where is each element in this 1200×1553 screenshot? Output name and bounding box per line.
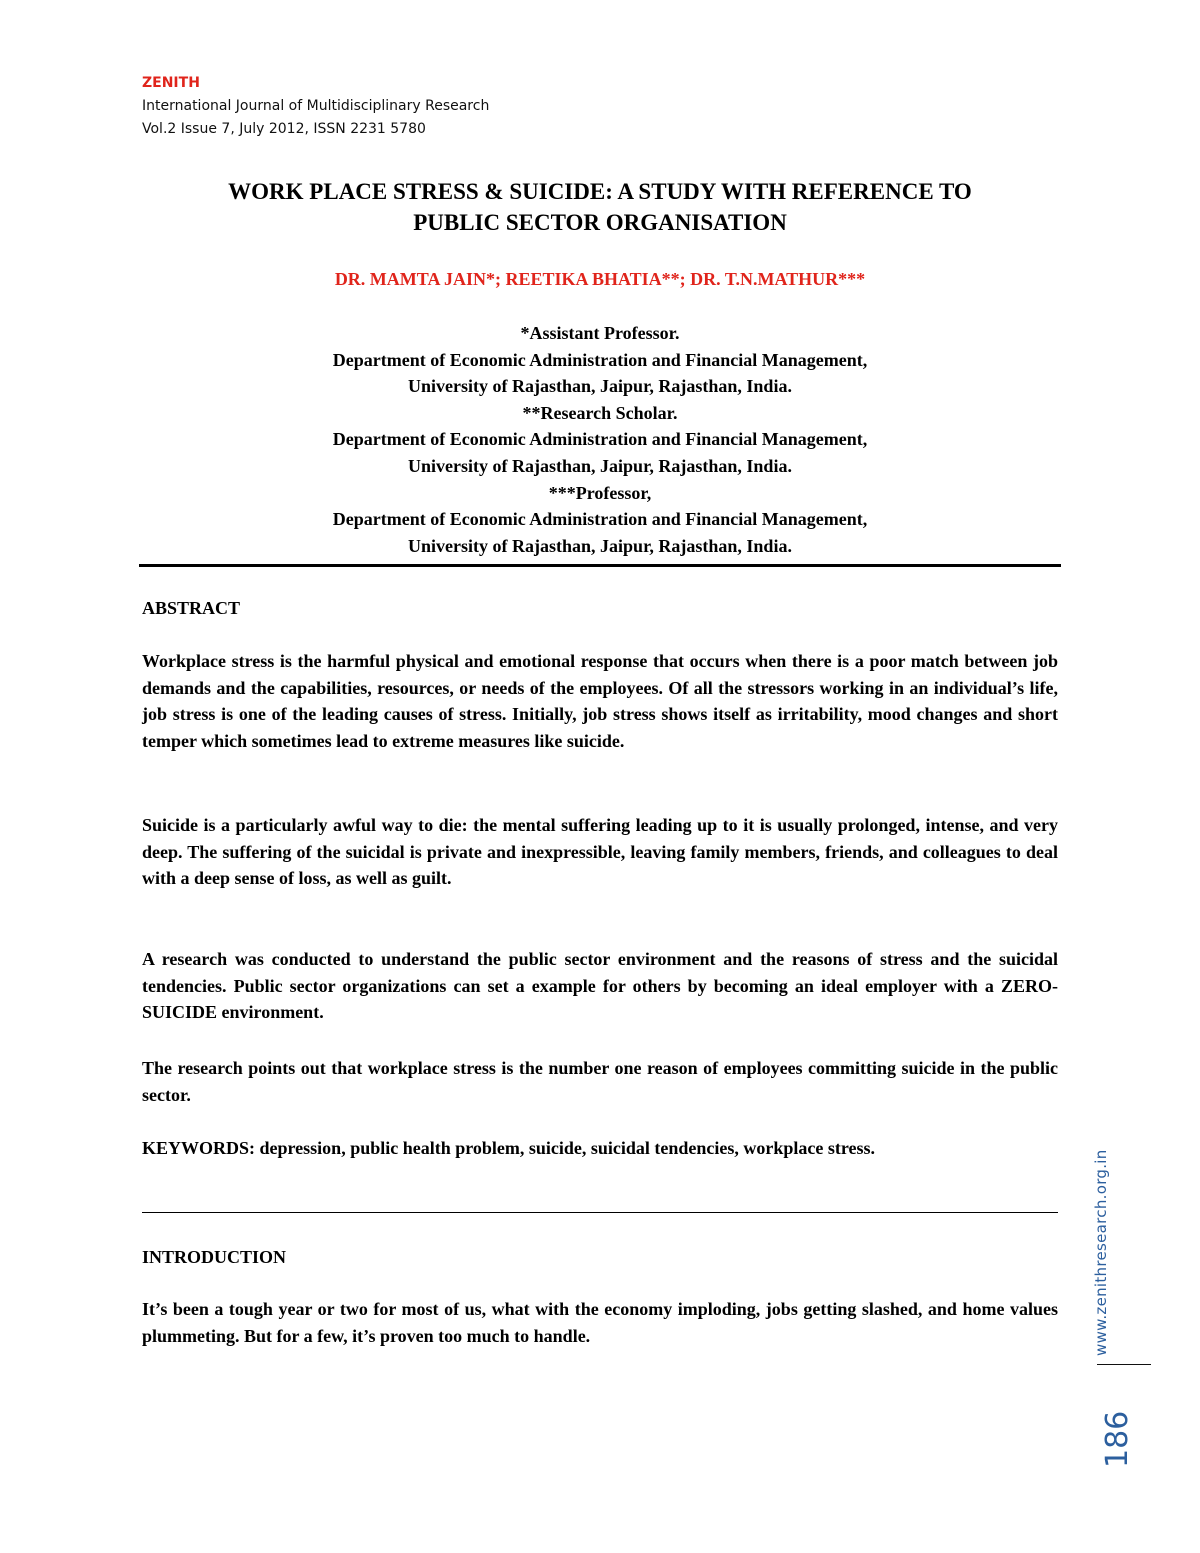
- keywords: KEYWORDS: depression, public health problem, suicide, suicidal tendencies, workplace stress.: [142, 1138, 876, 1158]
- introduction-heading: INTRODUCTION: [142, 1247, 287, 1267]
- abstract-paragraph-4: The research points out that workplace stress is the number one reason of employees committing suicide in the public sector.: [142, 1058, 1058, 1105]
- page-number: 186: [1100, 1410, 1135, 1468]
- authors: DR. MAMTA JAIN*; REETIKA BHATIA**; DR. T.N.MATHUR***: [334, 269, 866, 289]
- paper-title-line-2: PUBLIC SECTOR ORGANISATION: [413, 210, 787, 235]
- abstract-paragraph-3: A research was conducted to understand the public sector environment and the reasons of stress and the suicidal tendencies. Public sector organizations can set a example for others by becoming an ideal employer with a ZERO-SUICIDE environment.: [142, 949, 1058, 1022]
- journal-full-title: International Journal of Multidisciplinary Research: [142, 98, 490, 114]
- affiliation-line: ***Professor,: [548, 482, 652, 503]
- affiliation-line: University of Rajasthan, Jaipur, Rajasthan, India.: [408, 455, 792, 476]
- affiliation-line: University of Rajasthan, Jaipur, Rajasthan, India.: [408, 535, 792, 556]
- journal-name: ZENITH: [142, 75, 200, 91]
- affiliation-line: Department of Economic Administration and Financial Management,: [332, 349, 868, 370]
- journal-header: [142, 72, 489, 141]
- header-divider: [139, 564, 1061, 567]
- affiliation-line: University of Rajasthan, Jaipur, Rajasthan, India.: [408, 376, 792, 397]
- affiliation-line: **Research Scholar.: [522, 402, 678, 423]
- section-divider: [142, 1212, 1058, 1213]
- website-footer: www.zenithresearch.org.in: [1092, 1149, 1110, 1356]
- affiliation-line: Department of Economic Administration and Financial Management,: [332, 509, 868, 530]
- journal-issue: Vol.2 Issue 7, July 2012, ISSN 2231 5780: [142, 121, 426, 137]
- introduction-paragraph-1: It’s been a tough year or two for most of us, what with the economy imploding, jobs getting slashed, and home values plummeting. But for a few, it’s proven too much to handle.: [142, 1299, 1058, 1346]
- affiliation-line: *Assistant Professor.: [520, 323, 680, 343]
- paper-title: [140, 176, 1060, 238]
- affiliation-line: Department of Economic Administration and Financial Management,: [332, 429, 868, 450]
- affiliations: [140, 320, 1060, 559]
- abstract-paragraph-1: Workplace stress is the harmful physical and emotional response that occurs when there is a poor match between job demands and the capabilities, resources, or needs of the employees. Of all the stressors working in an individual’s life, job stress is one of the leading causes of stress. Initially, job stress shows itself as irritability, mood changes and short temper which sometimes lead to extreme measures like suicide.: [142, 651, 1058, 751]
- footer-divider: [1097, 1364, 1151, 1365]
- paper-title-line-1: WORK PLACE STRESS & SUICIDE: A STUDY WITH REFERENCE TO: [228, 179, 972, 204]
- abstract-heading: ABSTRACT: [142, 598, 241, 618]
- abstract-paragraph-2: Suicide is a particularly awful way to die: the mental suffering leading up to it is usually prolonged, intense, and very deep. The suffering of the suicidal is private and inexpressible, leaving family members, friends, and colleagues to deal with a deep sense of loss, as well as guilt.: [142, 815, 1058, 888]
